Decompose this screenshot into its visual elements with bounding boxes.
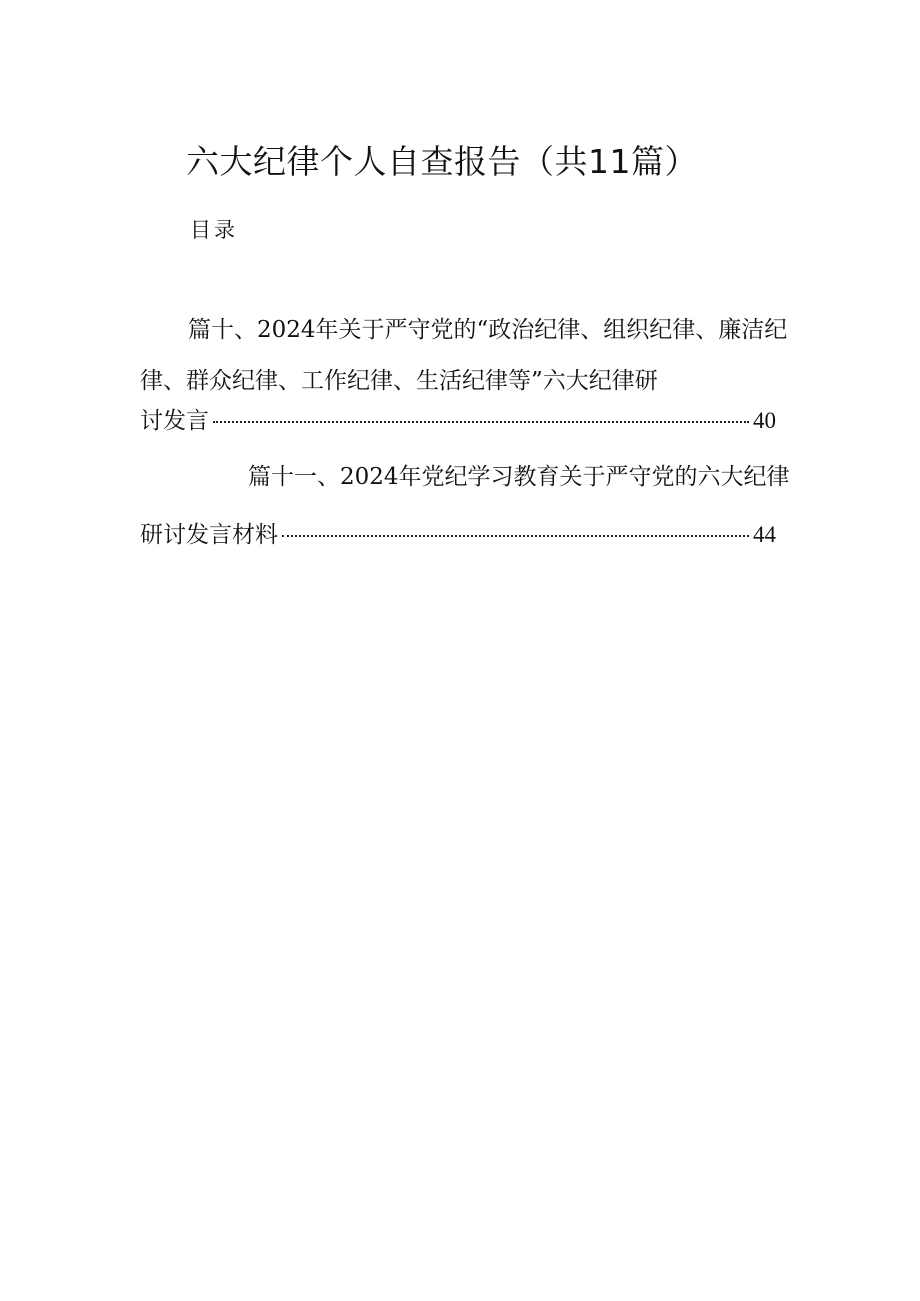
toc-heading: 目录 <box>190 218 238 242</box>
toc-entry-10-line-2[interactable]: 律、群众纪律、工作纪律、生活纪律等”六大纪律研 <box>140 368 658 394</box>
toc-entry-11-line-2[interactable] <box>140 518 776 552</box>
toc-entry-10-line-3[interactable] <box>140 404 776 438</box>
toc-dot-leader <box>213 421 749 423</box>
toc-entry-10-line-1[interactable]: 篇十、2024年关于严守党的“政治纪律、组织纪律、廉洁纪 <box>188 317 788 343</box>
toc-entry-11-page-number: 44 <box>753 522 776 547</box>
toc-entry-11-line-1[interactable]: 篇十一、2024年党纪学习教育关于严守党的六大纪律 <box>248 464 790 490</box>
toc-dot-leader <box>282 535 749 537</box>
toc-entry-10-text-end: 讨发言 <box>140 408 209 434</box>
document-title: 六大纪律个人自查报告（共11篇） <box>186 142 698 181</box>
toc-entry-11-text-end: 研讨发言材料 <box>140 522 278 548</box>
toc-entry-10-page-number: 40 <box>753 408 776 433</box>
